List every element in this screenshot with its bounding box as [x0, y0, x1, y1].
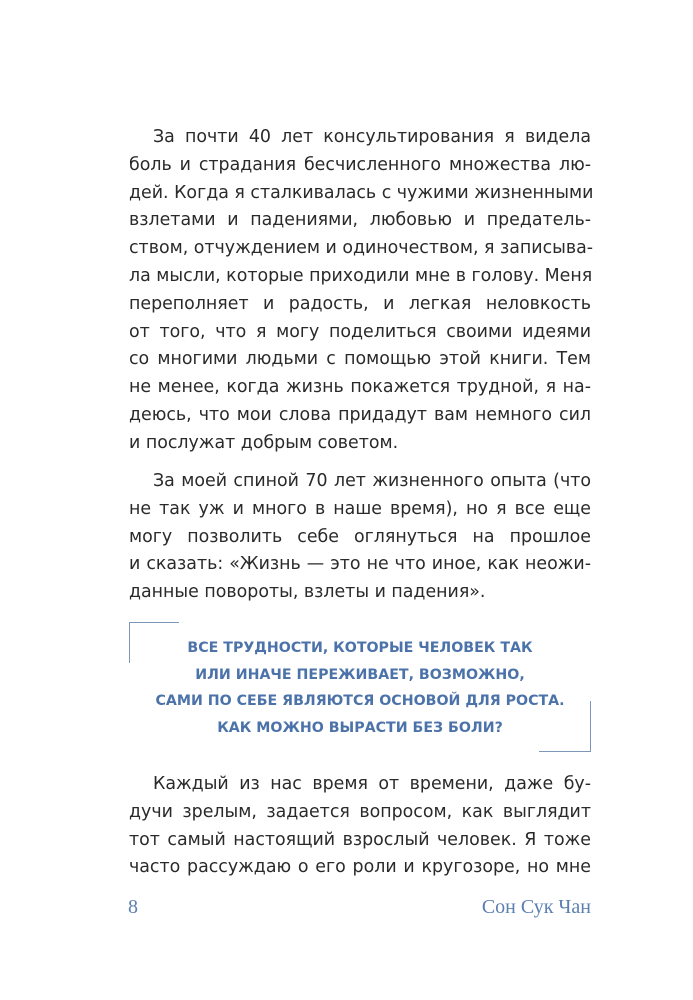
- paragraph-2: [129, 468, 591, 607]
- paragraph-line: тот самый настоящий взрослый человек. Я тоже: [129, 829, 591, 850]
- paragraph-line: взлетами и падениями, любовью и предатель-: [129, 210, 591, 231]
- pull-quote: [129, 622, 591, 752]
- paragraph-line: не так уж и много в наше время), но я все еще: [129, 498, 591, 519]
- running-footer-author: Сон Сук Чан: [481, 896, 591, 918]
- quote-line: ВСЕ ТРУДНОСТИ, КОТОРЫЕ ЧЕЛОВЕК ТАК: [187, 640, 533, 656]
- quote-line: ИЛИ ИНАЧЕ ПЕРЕЖИВАЕТ, ВОЗМОЖНО,: [195, 666, 525, 683]
- paragraph-line: дучи зрелым, задается вопросом, как выглядит: [129, 801, 591, 822]
- paragraph-line: и сказать: «Жизнь — это не что иное, как неожи-: [129, 554, 591, 575]
- paragraph-line: не менее, когда жизнь покажется трудной, я на-: [129, 377, 591, 398]
- paragraph-line: и послужат добрым советом.: [129, 432, 399, 453]
- paragraph-line: со многими людьми с помощью этой книги. Тем: [129, 349, 591, 370]
- paragraph-line: ла мысли, которые приходили мне в голову. Меня: [129, 265, 593, 286]
- paragraph-line: За почти 40 лет консультирования я видела: [153, 127, 591, 147]
- paragraph-line: могу позволить себе оглянуться на прошлое: [129, 526, 591, 547]
- paragraph-line: ством, отчуждением и одиночеством, я записыва-: [129, 238, 594, 259]
- paragraph-line: переполняет и радость, и легкая неловкость: [129, 293, 591, 314]
- paragraph-1: [129, 124, 594, 458]
- paragraph-3: [129, 771, 591, 882]
- paragraph-line: дей. Когда я сталкивалась с чужими жизненными: [129, 182, 594, 203]
- quote-line: КАК МОЖНО ВЫРАСТИ БЕЗ БОЛИ?: [217, 719, 503, 736]
- paragraph-line: данные повороты, взлеты и падения».: [129, 582, 486, 603]
- paragraph-line: от того, что я могу поделиться своими идеями: [129, 321, 591, 342]
- page-number: 8: [128, 896, 138, 918]
- paragraph-line: За моей спиной 70 лет жизненного опыта (что: [153, 471, 591, 491]
- paragraph-line: часто рассуждаю о его роли и кругозоре, но мне: [129, 857, 591, 878]
- paragraph-line: деюсь, что мои слова придадут вам немного сил: [129, 404, 591, 425]
- paragraph-line: Каждый из нас время от времени, даже бу-: [153, 774, 591, 794]
- paragraph-line: боль и страдания бесчисленного множества лю-: [129, 154, 591, 175]
- pull-quote-text: [129, 635, 591, 741]
- quote-line: САМИ ПО СЕБЕ ЯВЛЯЮТСЯ ОСНОВОЙ ДЛЯ РОСТА.: [155, 693, 565, 710]
